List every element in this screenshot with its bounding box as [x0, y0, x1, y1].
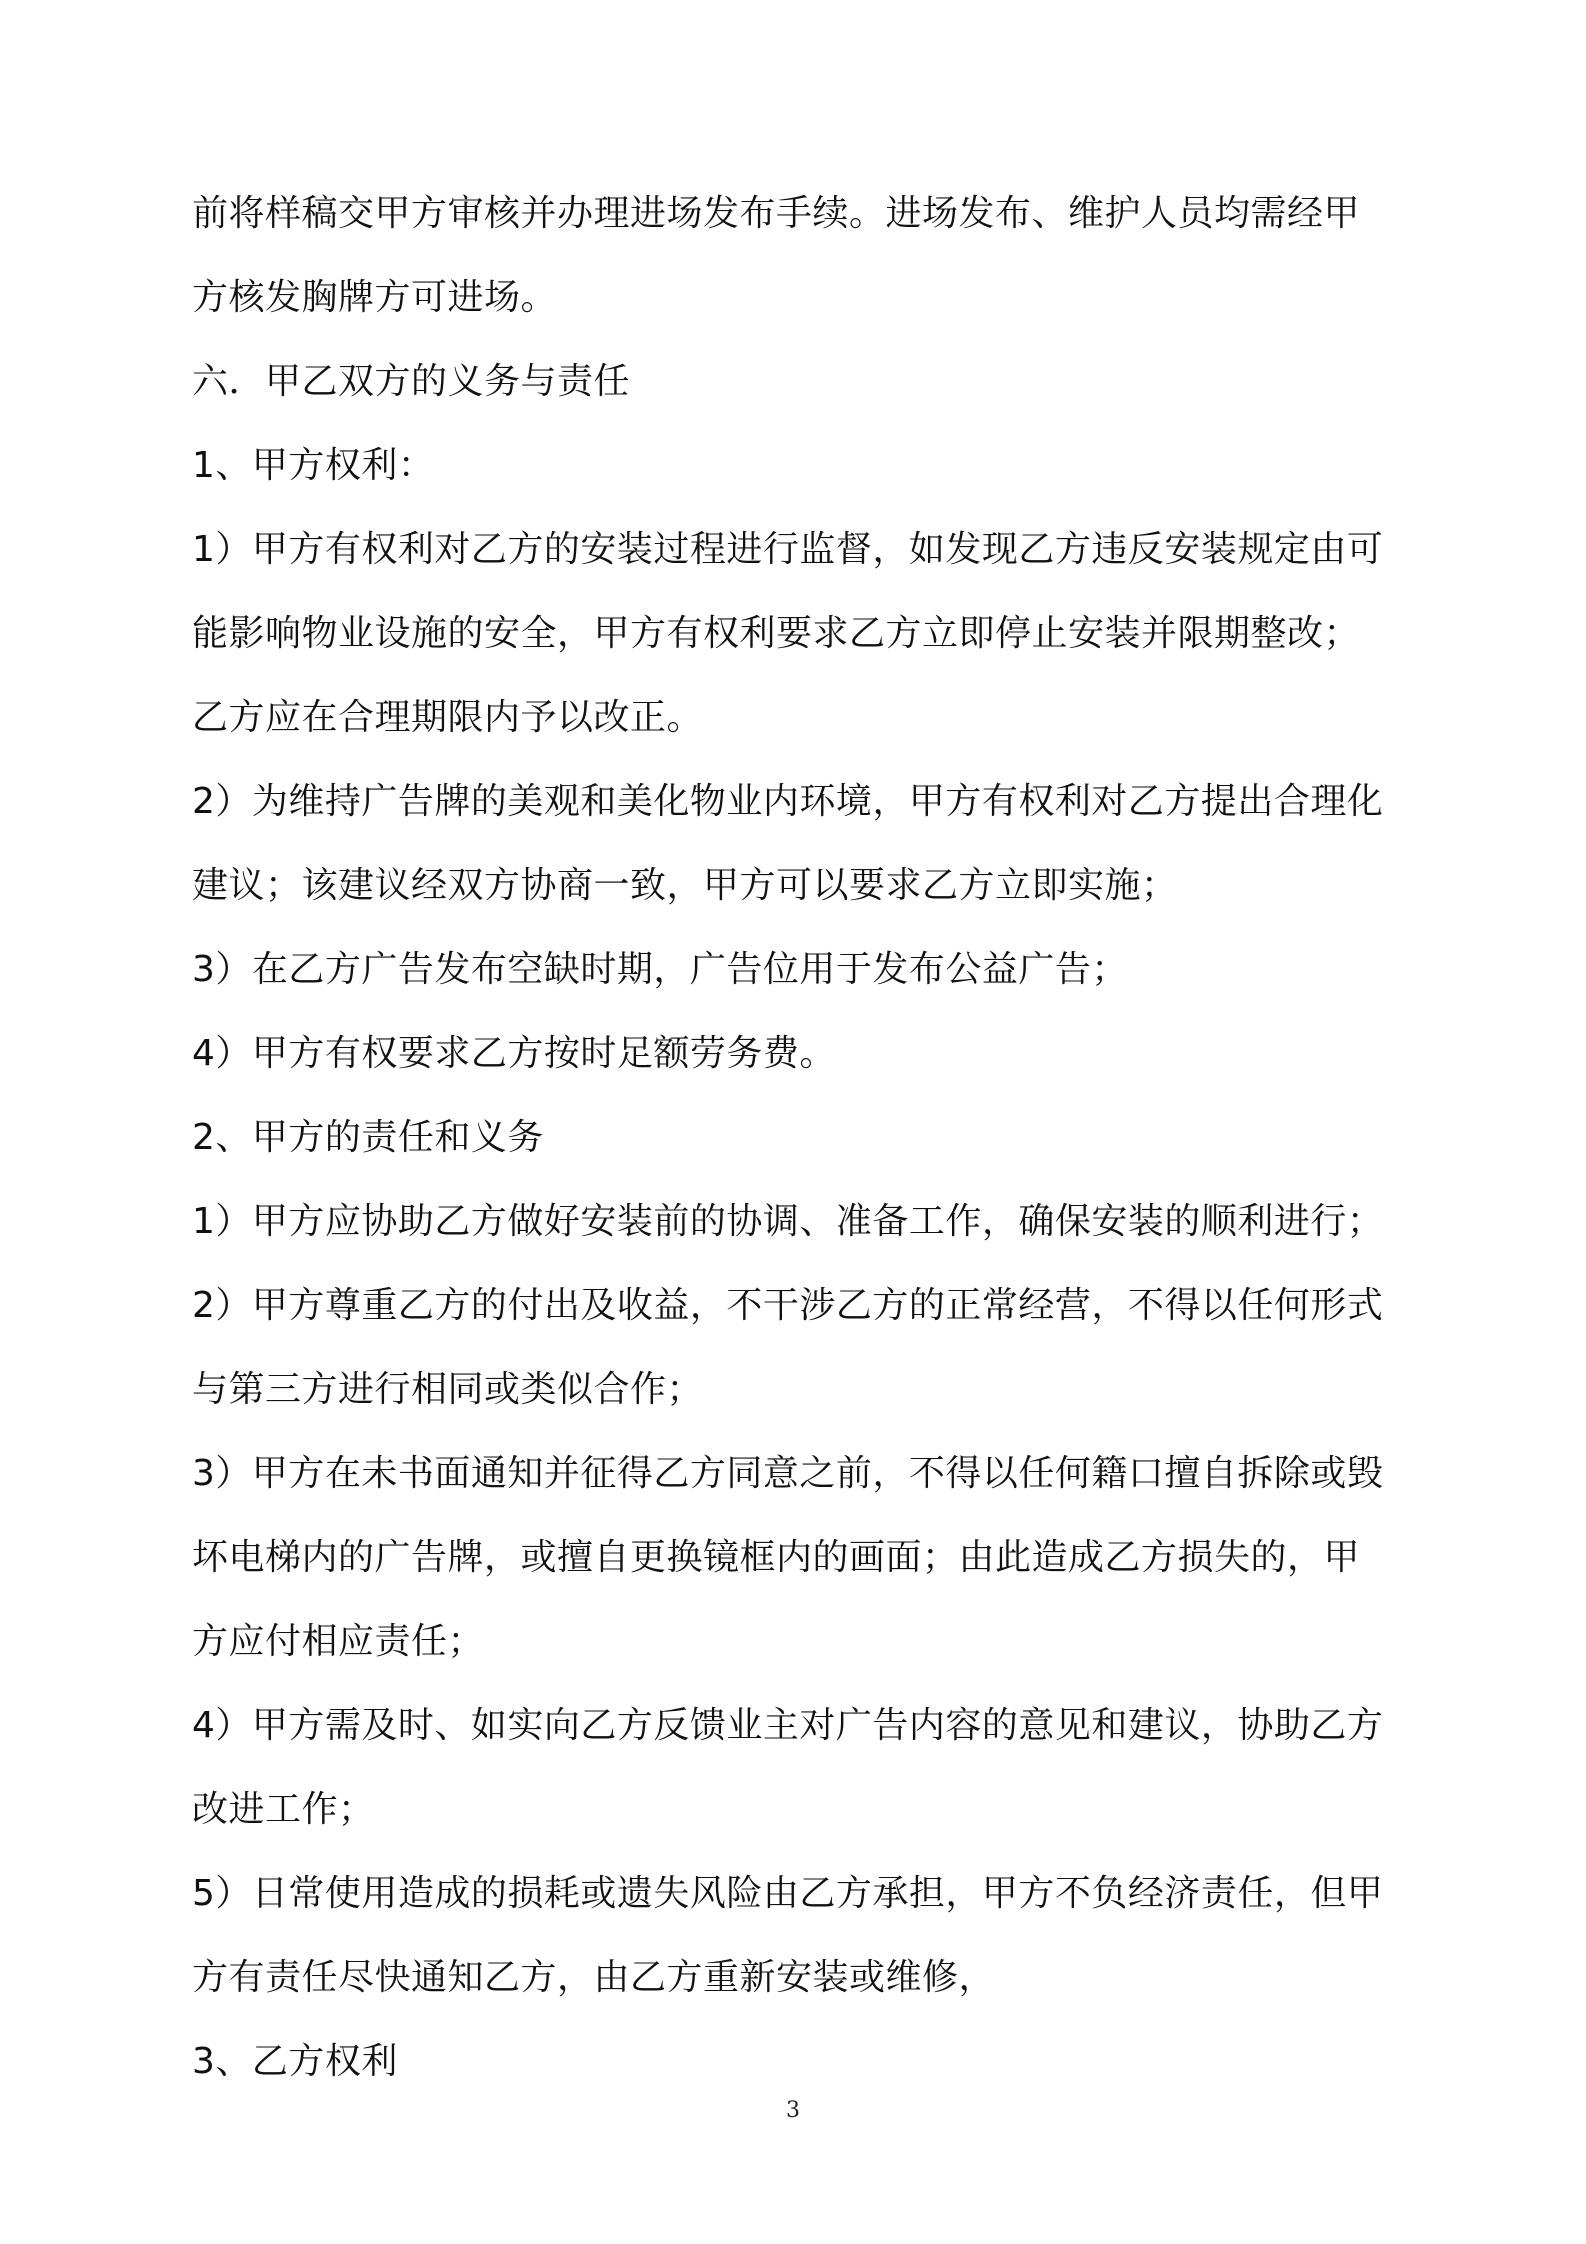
text-line: 5）日常使用造成的损耗或遗失风险由乙方承担，甲方不负经济责任，但甲: [192, 1873, 1384, 1914]
subsection-heading: 3、乙方权利: [192, 2041, 398, 2082]
text-line: 建议；该建议经双方协商一致，甲方可以要求乙方立即实施；: [192, 865, 1178, 906]
section-heading: 六．甲乙双方的义务与责任: [192, 361, 631, 402]
text-line: 2）为维持广告牌的美观和美化物业内环境，甲方有权利对乙方提出合理化: [192, 781, 1384, 822]
text-line: 1）甲方有权利对乙方的安装过程进行监督，如发现乙方违反安装规定由可: [192, 529, 1384, 570]
text-line: 方核发胸牌方可进场。: [192, 277, 558, 318]
text-line: 能影响物业设施的安全，甲方有权利要求乙方立即停止安装并限期整改；: [192, 613, 1361, 654]
text-line: 乙方应在合理期限内予以改正。: [192, 697, 704, 738]
page-number: 3: [786, 2098, 800, 2123]
text-line: 3）在乙方广告发布空缺时期，广告位用于发布公益广告；: [192, 949, 1128, 990]
text-line: 与第三方进行相同或类似合作；: [192, 1369, 704, 1410]
text-line: 方有责任尽快通知乙方，由乙方重新安装或维修，: [192, 1957, 996, 1998]
text-line: 方应付相应责任；: [192, 1621, 485, 1662]
document-body: [192, 172, 1404, 2104]
subsection-heading: 1、甲方权利：: [192, 445, 435, 486]
text-line: 4）甲方有权要求乙方按时足额劳务费。: [192, 1033, 836, 1074]
text-line: 4）甲方需及时、如实向乙方反馈业主对广告内容的意见和建议，协助乙方: [192, 1705, 1384, 1746]
text-line: 坏电梯内的广告牌，或擅自更换镜框内的画面；由此造成乙方损失的，甲: [192, 1537, 1361, 1578]
text-line: 前将样稿交甲方审核并办理进场发布手续。进场发布、维护人员均需经甲: [192, 193, 1361, 234]
text-line: 2）甲方尊重乙方的付出及收益，不干涉乙方的正常经营，不得以任何形式: [192, 1285, 1384, 1326]
subsection-heading: 2、甲方的责任和义务: [192, 1117, 544, 1158]
text-line: 改进工作；: [192, 1789, 375, 1830]
text-line: 1）甲方应协助乙方做好安装前的协调、准备工作，确保安装的顺利进行；: [192, 1201, 1384, 1242]
text-line: 3）甲方在未书面通知并征得乙方同意之前，不得以任何籍口擅自拆除或毁: [192, 1453, 1384, 1494]
